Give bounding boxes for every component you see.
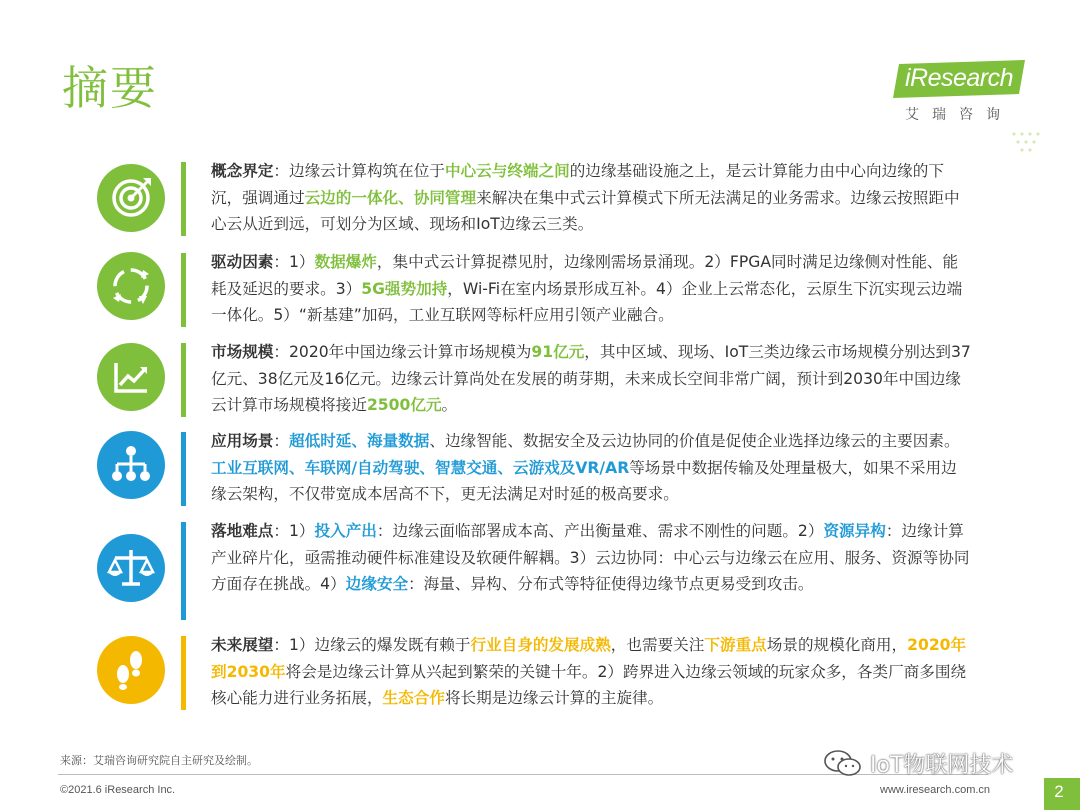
row-text [211,158,971,238]
summary-row [92,518,992,622]
row-label: 未来展望 [211,636,274,654]
row-text [211,632,971,712]
row-text [211,249,971,329]
growth-chart-icon [97,343,165,411]
accent-bar [181,522,186,620]
highlight-text: 生态合作 [382,689,445,707]
row-label: 驱动因素 [211,253,274,271]
body-text: ，集中式云计算捉襟见肘，边缘刚需场景涌现。2）FPGA同时满足边缘侧对性能、能耗及延迟的要求。3） [211,253,959,298]
source-note: 来源：艾瑞咨询研究院自主研究及绘制。 [60,754,258,767]
summary-row [92,632,992,712]
highlight-text: 投入产出 [314,522,377,540]
summary-row [92,249,992,329]
summary-row [92,339,992,419]
row-label: 市场规模 [211,343,274,361]
watermark-text: IoT物联网技术 [870,753,1014,778]
body-text: ：边缘云面临部署成本高、产出衡量难、需求不刚性的问题。2） [376,522,824,540]
page-title: 摘要 [62,61,158,115]
highlight-text: 工业互联网、车联网/自动驾驶、智慧交通、云游戏及VR/AR [211,458,630,477]
row-label: 应用场景 [211,432,274,450]
wechat-icon [822,748,866,778]
highlight-text: 数据爆炸 [314,253,377,271]
body-text: 将长期是边缘云计算的主旋律。 [444,689,664,707]
body-text: 、边缘智能、数据安全及云边协同的价值是促使企业选择边缘云的主要因素。 [429,432,960,450]
website-url: www.iresearch.com.cn [880,784,991,796]
target-icon [97,164,165,232]
body-text: ： [273,432,289,450]
row-text [211,518,971,598]
highlight-text: 资源异构 [823,522,886,540]
accent-bar [181,253,186,327]
hierarchy-icon [97,431,165,499]
row-label: 落地难点 [211,522,274,540]
watermark [822,748,1052,778]
body-text: 的边缘基础设施之上，是云计算能力由中心向边缘的下沉，强调通过 [211,162,944,207]
highlight-text: 边缘安全 [345,575,409,593]
highlight-text: 5G强势加持 [361,279,448,298]
body-text: ：1）边缘云的爆发既有赖于 [273,636,471,654]
body-text: 将会是边缘云计算从兴起到繁荣的关键十年。2）跨界进入边缘云领域的玩家众多，各类厂商多围绕核心能力进行业务拓展， [211,662,967,707]
row-text [211,339,971,419]
highlight-text: 下游重点 [704,636,767,654]
body-text: ：海量、异构、分布式等特征使得边缘节点更易受到攻击。 [408,575,814,593]
body-text: ，其中区域、现场、IoT三类边缘云市场规模分别达到37亿元、38亿元及16亿元。边缘云计算尚处在发展的萌芽期，未来成长空间非常广阔，预计到2030年中国边缘云计算市场规模将接近 [211,343,971,414]
row-label: 概念界定 [211,162,274,180]
body-text: ：1） [273,522,315,540]
accent-bar [181,162,186,236]
body-text: ：边缘云计算构筑在位于 [273,162,445,180]
row-text [211,428,971,508]
accent-bar [181,636,186,710]
body-text: ：1） [273,253,315,271]
highlight-text: 2500亿元 [366,396,442,414]
summary-row [92,428,992,508]
highlight-text: 行业自身的发展成熟 [470,636,611,654]
copyright-text: ©2021.6 iResearch Inc. [60,784,176,796]
body-text: 场景的规模化商用， [766,636,908,654]
decorative-dots [1010,130,1050,170]
cycle-arrows-icon [97,252,165,320]
logo-subtitle: 艾瑞咨询 [905,107,1013,123]
accent-bar [181,343,186,417]
body-text: 。 [441,396,458,414]
body-text: 等场景中数据传输及处理量极大，如果不采用边缘云架构，不仅带宽成本居高不下，更无法满足对时延的极高要求。 [211,458,957,503]
highlight-text: 91亿元 [531,343,585,361]
highlight-text: 云边的一体化、协同管理 [304,188,477,207]
summary-row [92,158,992,238]
page-number-box [1044,778,1080,810]
footprints-icon [97,636,165,704]
body-text: 来解决在集中式云计算模式下所无法满足的业务需求。边缘云按照距中心云从近到远，可划分为区域、现场和IoT边缘云三类。 [211,188,960,233]
body-text: ，也需要关注 [610,636,705,654]
body-text: ：2020年中国边缘云计算市场规模为 [273,343,532,361]
page-number: 2 [1054,782,1064,801]
highlight-text: 2020年到2030年 [211,636,967,681]
accent-bar [181,432,186,506]
body-text: ，Wi-Fi在室内场景形成互补。4）企业上云常态化，云原生下沉实现云边端一体化。5）“新基建”加码，工业互联网等标杆应用引领产业融合。 [211,279,963,324]
highlight-text: 中心云与终端之间 [444,162,570,180]
body-text: ：边缘计算产业碎片化，亟需推动硬件标准建设及软硬件解耦。3）云边协同：中心云与边缘云在应用、服务、资源等协同方面存在挑战。4） [211,522,970,593]
logo-brand-text: iResearch [904,64,1014,92]
balance-scale-icon [97,534,165,602]
iresearch-logo [893,60,1025,126]
highlight-text: 超低时延、海量数据 [289,432,430,450]
